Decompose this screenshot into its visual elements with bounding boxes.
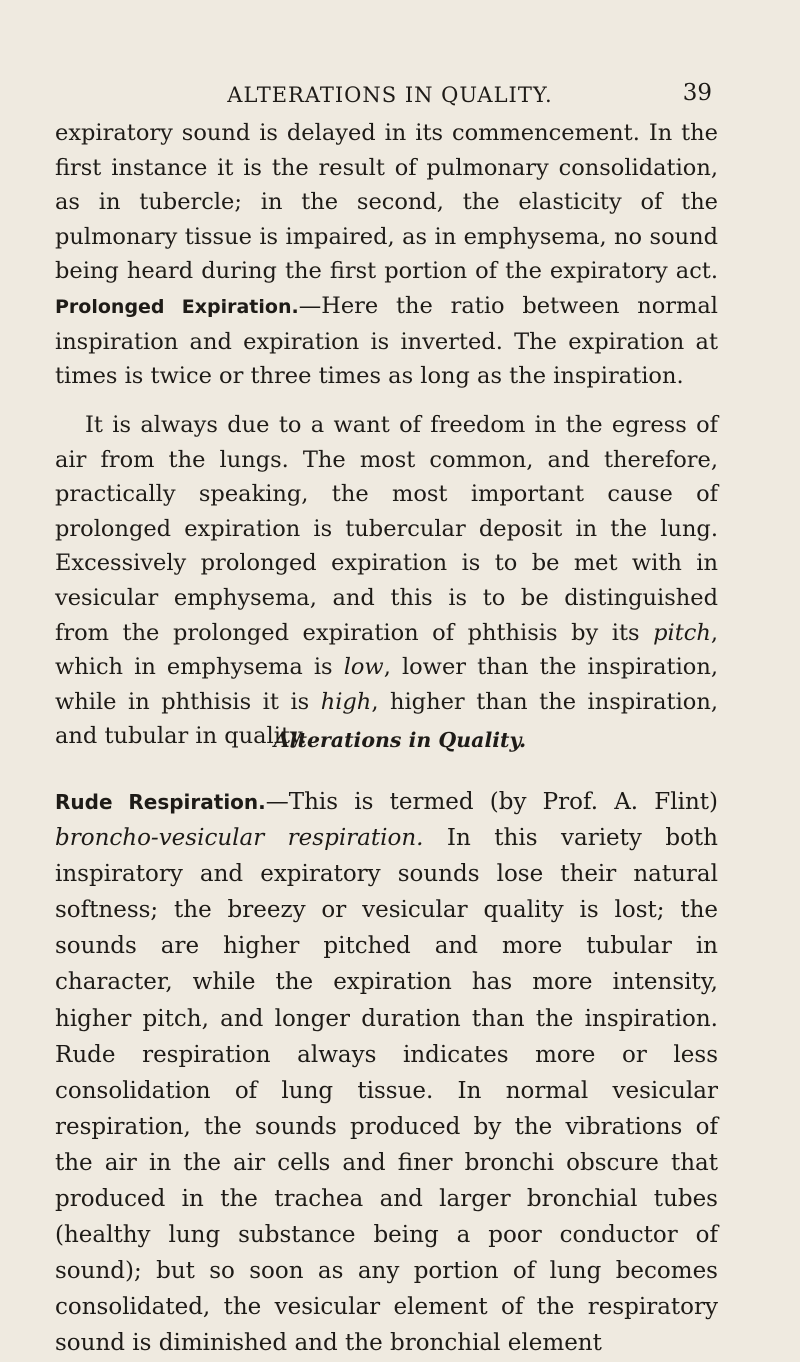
paragraph-2-text-a: It is always due to a want of freedom in the egress of air from the lungs. The most common, and therefore, practically speaking, the most important cause of prolonged expiration is tubercular deposit in the lung. Excessively prolonged expiration is to be met with in vesicular emphysema, and this is to be distinguished from the prolonged expiration of phthisis by its bbox=[55, 412, 718, 646]
emphasis-high: high bbox=[320, 688, 372, 715]
running-title: ALTERATIONS IN QUALITY. bbox=[227, 83, 553, 107]
paragraph-2-text-b: , which in emphysema is bbox=[55, 619, 718, 681]
emphasis-low: low bbox=[343, 654, 384, 681]
page-number: 39 bbox=[682, 80, 712, 106]
paragraph-3 bbox=[55, 784, 718, 1362]
emphasis-broncho-vesicular: broncho-vesicular respiration. bbox=[55, 825, 424, 852]
prolonged-expiration-heading: Prolonged Expiration. bbox=[55, 295, 299, 318]
paragraph-2-text-c: , lower than the inspiration, while in phthisis it is bbox=[55, 654, 718, 715]
rude-respiration-heading: Rude Respiration. bbox=[55, 790, 266, 814]
paragraph-1 bbox=[55, 116, 718, 394]
section-title: Alterations in Quality. bbox=[273, 728, 527, 752]
paragraph-2-text-d: , higher than the inspiration, and tubular in quality. bbox=[55, 688, 718, 750]
paragraph-1-text-a: expiratory sound is delayed in its commencement. In the first instance it is the result of pulmonary consolidation, as in tubercle; in the second, the elasticity of the pulmonary tissue is impaired, as in emphysema, no sound being heard during the first portion of the expiratory act. bbox=[55, 120, 718, 285]
paragraph-3-text-a: —This is termed (by Prof. A. Flint) bbox=[265, 789, 719, 815]
paragraph-1-text-b: —Here the ratio between normal inspiration and expiration is inverted. The expiration at times is twice or three times as long as the inspiration. bbox=[55, 292, 718, 390]
page-header bbox=[60, 80, 720, 113]
emphasis-pitch: pitch bbox=[653, 619, 711, 646]
paragraph-3-text-b: In this variety both inspiratory and expiratory sounds lose their natural softness; the breezy or vesicular quality is lost; the sounds are higher pitched and more tubular in character, while the expiration has more intensity, higher pitch, and longer duration than the inspiration. Rude respiration always indicates more or less consolidation of lung tissue. In normal vesicular respiration, the sounds produced by the vibrations of the air in the air cells and finer bronchi obscure that produced in the trachea and larger bronchial tubes (healthy lung substance being a poor conductor of sound); but so soon as any portion of lung becomes consolidated, the vesicular element of the respiratory sound is diminished and the bronchial element bbox=[55, 825, 718, 1357]
paragraph-2 bbox=[55, 408, 718, 754]
